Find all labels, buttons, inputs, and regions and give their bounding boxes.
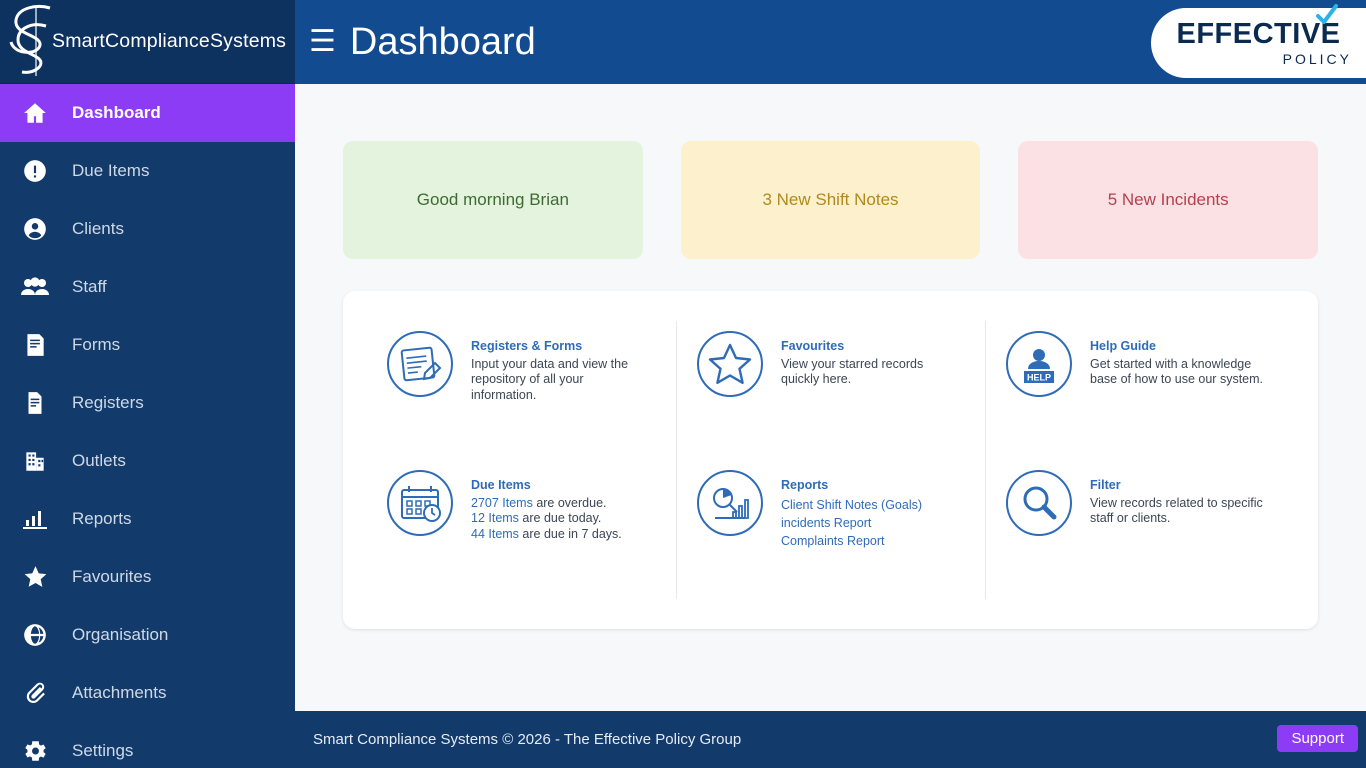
status-card-greeting <box>343 141 643 259</box>
users-icon <box>16 274 54 300</box>
sidebar-item-label: Clients <box>72 219 124 238</box>
tile-description: Get started with a knowledge base of how to use our system. <box>1090 357 1264 387</box>
sidebar-item-registers[interactable] <box>0 374 295 432</box>
tile-body <box>471 468 622 591</box>
tile-help-guide[interactable] <box>985 321 1294 460</box>
magnifier-icon <box>1004 468 1074 538</box>
status-card-text: Good morning Brian <box>416 190 569 209</box>
tile-title: Help Guide <box>1090 339 1156 353</box>
status-card-text: 5 New Incidents <box>1107 190 1229 209</box>
due-count-today[interactable]: 12 Items <box>471 511 519 526</box>
sc-monogram-icon <box>6 2 68 80</box>
sidebar-item-label: Registers <box>72 393 144 412</box>
sidebar-item-label: Dashboard <box>72 103 161 122</box>
form-pencil-icon <box>16 332 54 358</box>
tile-favourites[interactable] <box>676 321 985 460</box>
sidebar-item-label: Settings <box>72 741 134 760</box>
document-icon <box>16 390 54 416</box>
clipboard-pencil-icon <box>385 329 455 399</box>
sidebar-item-label: Staff <box>72 277 107 296</box>
tile-body <box>1090 329 1270 452</box>
status-card-row <box>295 84 1366 259</box>
sidebar-item-attachments[interactable] <box>0 664 295 722</box>
report-link-shift-notes[interactable]: Client Shift Notes (Goals) <box>781 498 923 512</box>
tile-title: Favourites <box>781 339 845 353</box>
tile-reports[interactable] <box>676 460 985 599</box>
quick-links-grid <box>367 321 1294 599</box>
paperclip-icon <box>16 680 54 706</box>
sidebar-item-staff[interactable] <box>0 258 295 316</box>
topbar <box>295 0 1366 84</box>
page-title: Dashboard <box>349 20 536 63</box>
ep-logo-sub: POLICY <box>1282 50 1352 67</box>
tile-title: Due Items <box>471 478 531 492</box>
effective-policy-logo <box>1151 8 1366 78</box>
due-text-7days: are due in 7 days. <box>518 526 622 541</box>
tile-body <box>471 329 651 452</box>
tile-registers-forms[interactable] <box>367 321 676 460</box>
gear-icon <box>16 738 54 764</box>
globe-icon <box>16 622 54 648</box>
ep-logo-main: EFFECTIVE <box>1176 17 1341 50</box>
sidebar-item-settings[interactable] <box>0 722 295 768</box>
home-icon <box>16 100 54 126</box>
sidebar-item-label: Reports <box>72 509 132 528</box>
user-circle-icon <box>16 216 54 242</box>
main-content <box>295 84 1366 711</box>
due-line-2 <box>471 511 622 526</box>
sidebar <box>0 0 295 768</box>
support-button[interactable]: Support <box>1277 725 1358 752</box>
sidebar-item-outlets[interactable] <box>0 432 295 490</box>
tile-title: Registers & Forms <box>471 339 583 353</box>
sidebar-item-label: Forms <box>72 335 121 354</box>
building-icon <box>16 448 54 474</box>
brand-header <box>0 0 295 84</box>
sidebar-item-clients[interactable] <box>0 200 295 258</box>
due-count-7days[interactable]: 44 Items <box>471 526 519 541</box>
sidebar-item-organisation[interactable] <box>0 606 295 664</box>
due-count-overdue[interactable]: 2707 Items <box>471 496 533 510</box>
report-chart-icon <box>695 468 765 538</box>
tile-description: View your starred records quickly here. <box>781 357 924 387</box>
sidebar-item-dashboard[interactable] <box>0 84 295 142</box>
report-link-incidents[interactable]: incidents Report <box>781 516 872 531</box>
tile-body <box>781 329 961 452</box>
sidebar-item-label: Favourites <box>72 567 152 586</box>
sidebar-item-label: Attachments <box>72 683 167 702</box>
tile-title: Filter <box>1090 478 1121 492</box>
star-icon <box>16 564 54 590</box>
alert-circle-icon <box>16 158 54 184</box>
sidebar-item-forms[interactable] <box>0 316 295 374</box>
status-card-shift-notes[interactable] <box>681 141 981 259</box>
help-desk-icon <box>1004 329 1074 399</box>
footer-copyright: Smart Compliance Systems © 2026 - The Effective Policy Group <box>313 731 742 748</box>
brand-name: SmartComplianceSystems <box>52 30 287 52</box>
sidebar-item-label: Outlets <box>72 451 126 470</box>
hamburger-icon[interactable]: ☰ <box>309 24 336 59</box>
sidebar-item-label: Due Items <box>72 161 150 180</box>
sidebar-item-label: Organisation <box>72 625 169 644</box>
svg-text:HELP: HELP <box>1026 372 1052 383</box>
due-text-overdue: are overdue. <box>532 496 607 510</box>
tile-description: View records related to specific staff or clients. <box>1090 496 1263 526</box>
tile-title: Reports <box>781 478 829 492</box>
sidebar-item-reports[interactable] <box>0 490 295 548</box>
status-card-incidents[interactable] <box>1018 141 1318 259</box>
chart-icon <box>16 506 54 532</box>
tile-due-items[interactable] <box>367 460 676 599</box>
due-line-1 <box>471 496 622 511</box>
footer <box>295 711 1366 768</box>
quick-links-panel <box>343 291 1318 629</box>
sidebar-item-due-items[interactable] <box>0 142 295 200</box>
report-link-complaints[interactable]: Complaints Report <box>781 534 885 549</box>
sidebar-item-favourites[interactable] <box>0 548 295 606</box>
tile-description: Input your data and view the repository of all your information. <box>471 357 629 402</box>
check-mark-icon <box>1314 2 1340 28</box>
tile-body <box>781 468 922 591</box>
star-outline-icon <box>695 329 765 399</box>
status-card-text: 3 New Shift Notes <box>762 190 899 209</box>
calendar-clock-icon <box>385 468 455 538</box>
tile-body <box>1090 468 1270 591</box>
due-text-today: are due today. <box>518 511 602 526</box>
tile-filter[interactable] <box>985 460 1294 599</box>
sidebar-nav <box>0 84 295 768</box>
due-line-3 <box>471 527 622 542</box>
